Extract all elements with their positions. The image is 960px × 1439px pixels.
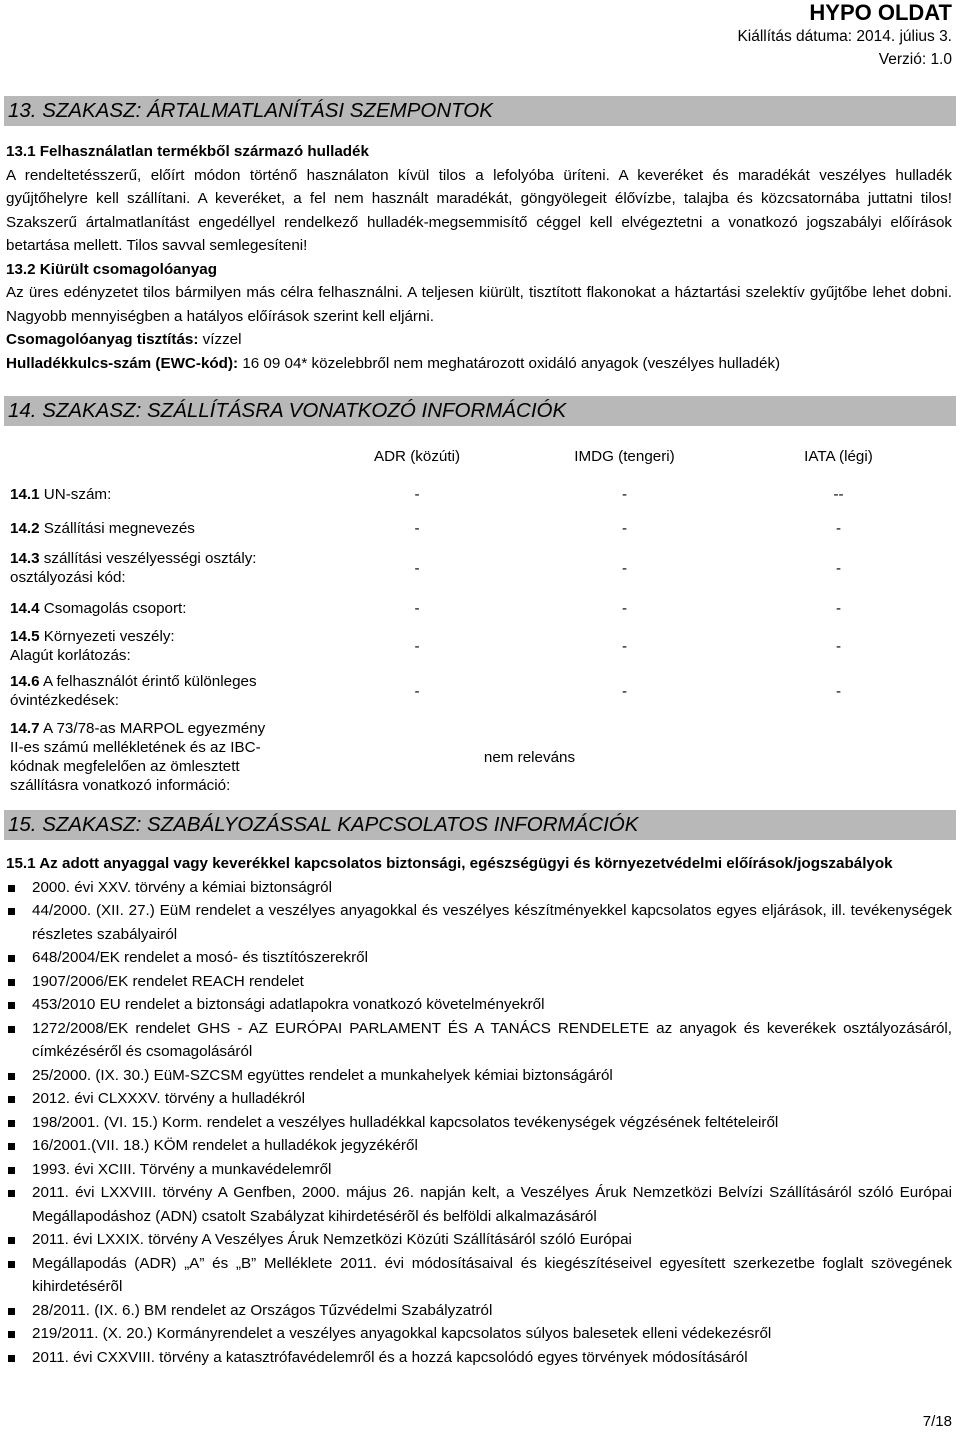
adr-value: - (414, 599, 420, 617)
row-label-text-2: Alagút korlátozás: (10, 647, 131, 664)
imdg-value: - (621, 559, 628, 577)
iata-value: - (835, 559, 842, 577)
row-label (10, 513, 322, 544)
row-label-text: UN-szám: (43, 486, 112, 503)
transport-table (10, 437, 940, 800)
row-label-text-4: szállításra vonatkozó információ: (10, 777, 231, 794)
row-number: 14.2 (10, 520, 40, 537)
imdg-value: - (621, 682, 628, 700)
row-label-text: Csomagolás csoport: (43, 599, 187, 617)
adr-value: - (414, 520, 420, 537)
iata-value: - (835, 520, 842, 537)
section-15-body (6, 852, 952, 1369)
table-row (10, 476, 940, 513)
row-label-text-2: óvintézkedések: (10, 692, 119, 709)
iata-value: - (835, 637, 842, 655)
subsection-13-2-text: Az üres edényzetet tilos bármilyen más célra felhasználni. A teljesen kiürült, tisztított flakonokat a háztartási szelektív gyűjtőbe lehet dobni. Nagyobb mennyiségben a hatályos előírások szerint kell eljárni. (6, 284, 952, 325)
list-item: 1993. évi XCIII. Törvény a munkavédelemről (6, 1158, 952, 1182)
section-15-title: 15. SZAKASZ: SZABÁLYOZÁSSAL KAPCSOLATOS INFORMÁCIÓK (4, 810, 956, 840)
issue-date: Kiállítás dátuma: 2014. július 3. (737, 28, 952, 45)
imdg-value: - (621, 520, 628, 537)
list-item: 2000. évi XXV. törvény a kémiai biztonságról (6, 876, 952, 900)
list-item: 28/2011. (IX. 6.) BM rendelet az Országos Tűzvédelmi Szabályzatról (6, 1299, 952, 1323)
imdg-value: - (621, 637, 628, 655)
row-number: 14.4 (10, 599, 40, 617)
iata-value: -- (833, 486, 844, 503)
document-header (737, 0, 952, 71)
list-item: 2012. évi CLXXXV. törvény a hulladékról (6, 1087, 952, 1111)
subsection-15-1-heading: 15.1 Az adott anyaggal vagy keverékkel kapcsolatos biztonsági, egészségügyi és környezetvédelmi előírások/jogszabályok (6, 855, 893, 872)
list-item: 25/2000. (IX. 30.) EüM-SZCSM együttes rendelet a munkahelyek kémiai biztonságáról (6, 1064, 952, 1088)
row-number: 14.3 (10, 550, 40, 567)
list-item: 16/2001.(VII. 18.) KÖM rendelet a hulladékok jegyzékéről (6, 1134, 952, 1158)
packaging-cleaning-value: vízzel (202, 331, 242, 348)
table-row (10, 668, 940, 714)
adr-value: - (414, 486, 420, 503)
row-label (10, 668, 322, 714)
table-row (10, 714, 940, 800)
list-item: 198/2001. (VI. 15.) Korm. rendelet a veszélyes hulladékkal kapcsolatos tevékenységek végzésének feltételeiről (6, 1111, 952, 1135)
section-14-title: 14. SZAKASZ: SZÁLLÍTÁSRA VONATKOZÓ INFORMÁCIÓK (4, 396, 956, 426)
version-label: Verzió: 1.0 (878, 51, 952, 68)
list-item: 453/2010 EU rendelet a biztonsági adatlapokra vonatkozó követelményekről (6, 993, 952, 1017)
column-iata: IATA (légi) (804, 448, 873, 465)
row-number: 14.6 (10, 673, 40, 690)
subsection-13-1-heading: 13.1 Felhasználatlan termékből származó hulladék (6, 143, 369, 160)
ewc-code (6, 352, 952, 376)
row-label-text: Szállítási megnevezés (43, 520, 195, 537)
packaging-cleaning (6, 328, 952, 352)
row-label-text-2: osztályozási kód: (10, 569, 126, 586)
row-number: 14.1 (10, 486, 40, 503)
adr-value: - (414, 637, 420, 655)
row-number: 14.7 (10, 720, 40, 737)
ewc-code-label: Hulladékkulcs-szám (EWC-kód): (6, 354, 239, 372)
table-row (10, 624, 940, 668)
row-label-text-3: kódnak megfelelően az ömlesztett (10, 758, 240, 775)
transport-header-row (10, 437, 940, 476)
list-item: 44/2000. (XII. 27.) EüM rendelet a veszélyes anyagokkal és veszélyes készítményekkel kapcsolatos egyes eljárások, ill. tevékenységek részletes szabályairól (6, 899, 952, 946)
list-item: 1907/2006/EK rendelet REACH rendelet (6, 970, 952, 994)
row-number: 14.5 (10, 628, 40, 645)
imdg-value: - (621, 599, 628, 617)
list-item: 648/2004/EK rendelet a mosó- és tisztítószerekről (6, 946, 952, 970)
marpol-value: nem releváns (483, 748, 576, 766)
subsection-13-2-heading: 13.2 Kiürült csomagolóanyag (6, 260, 217, 278)
row-label (10, 476, 322, 513)
table-row (10, 513, 940, 544)
row-label-text-2: II-es számú mellékletének és az IBC- (10, 739, 261, 756)
subsection-13-1-text: A rendeltetésszerű, előírt módon történő használaton kívül tilos a lefolyóba üríteni. A keveréket és maradékát veszélyes hulladék gyűjtőhelyre kell szállítani. A keveréket, a fel nem használt maradékát, göngyölegeit élővízbe, talajba és közcsatornába juttatni tilos! Szakszerű ártalmatlanítást engedéllyel rendelkező hulladék-megsemmisítő céggel kell elvégeztetni a vonatkozó jogszabályi előírások betartása mellett. Tilos savval semlegesíteni! (6, 166, 952, 254)
brand-title: HYPO OLDAT (809, 0, 952, 25)
list-item: 2011. évi LXXVIII. törvény A Genfben, 2000. május 26. napján kelt, a Veszélyes Áruk Nemzetközi Belvízi Szállításáról szóló Európai Megállapodáshoz (ADN) csatolt Szabályzat kihirdetésérõl és belföldi alkalmazásáról (6, 1181, 952, 1228)
row-label (10, 544, 322, 592)
list-item: 2011. évi CXXVIII. törvény a katasztrófavédelemről és a hozzá kapcsolódó egyes törvények módosításáról (6, 1346, 952, 1370)
row-label (10, 624, 322, 668)
list-item: 1272/2008/EK rendelet GHS - AZ EURÓPAI PARLAMENT ÉS A TANÁCS RENDELETE az anyagok és keverékek osztályozásáról, címkézéséről és csomagolásáról (6, 1017, 952, 1064)
table-row (10, 592, 940, 624)
column-adr: ADR (közúti) (373, 448, 461, 465)
imdg-value: - (621, 486, 628, 503)
section-13-title: 13. SZAKASZ: ÁRTALMATLANÍTÁSI SZEMPONTOK (4, 96, 956, 126)
page-number: 7/18 (922, 1413, 952, 1430)
packaging-cleaning-label: Csomagolóanyag tisztítás: (6, 331, 199, 348)
regulation-list (6, 876, 952, 1370)
section-13-body (6, 140, 952, 375)
row-label-text: A 73/78-as MARPOL egyezmény (42, 720, 266, 737)
row-label-text: Környezeti veszély: (43, 628, 175, 645)
iata-value: - (835, 682, 842, 700)
table-row (10, 544, 940, 592)
list-item: 2011. évi LXXIX. törvény A Veszélyes Áruk Nemzetközi Közúti Szállításáról szóló Európai (6, 1228, 952, 1252)
adr-value: - (414, 682, 420, 700)
adr-value: - (414, 559, 420, 577)
list-item: Megállapodás (ADR) „A” és „B” Melléklete 2011. évi módosításaival és kiegészítéseivel egyesített szerkezetbe foglalt szövegének kihirdetésérõl (6, 1252, 952, 1299)
list-item: 219/2011. (X. 20.) Kormányrendelet a veszélyes anyagokkal kapcsolatos súlyos balesetek elleni védekezésről (6, 1322, 952, 1346)
ewc-code-value: 16 09 04* közelebbről nem meghatározott oxidáló anyagok (veszélyes hulladék) (242, 354, 781, 372)
column-imdg: IMDG (tengeri) (574, 448, 675, 465)
row-label (10, 592, 322, 624)
iata-value: - (835, 599, 842, 617)
row-label-text: szállítási veszélyességi osztály: (43, 550, 257, 567)
row-label-text: A felhasználót érintő különleges (42, 673, 257, 690)
row-label (10, 714, 322, 800)
